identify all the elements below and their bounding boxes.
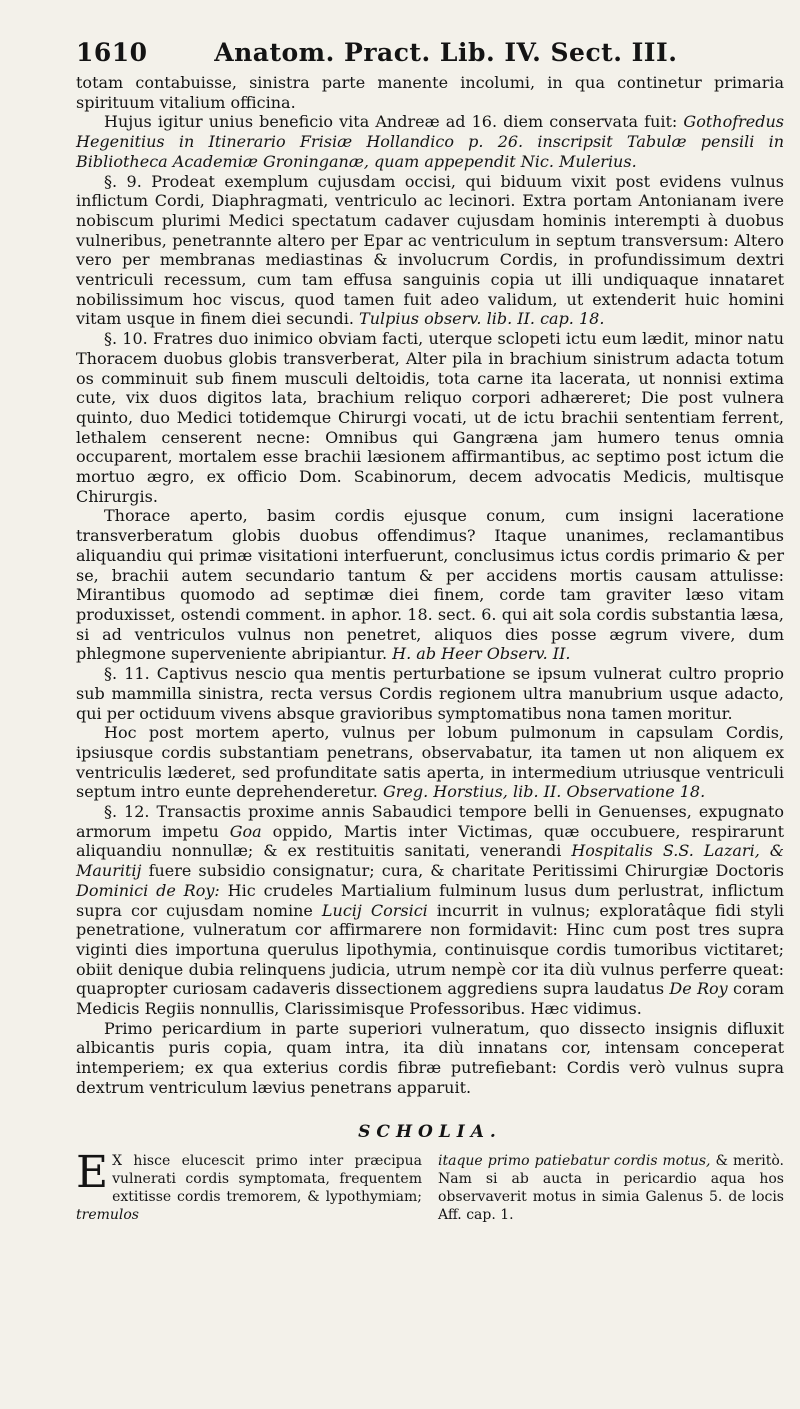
paragraph <box>76 723 784 802</box>
paragraph-text: incurrit in vulnus; exploratâque fidi styli penetratione, vulneratum cor affirmarere non formidavit: Hinc cum post tres supra viginti dies importuna querulus lipothymia, continuisque cordis tumoribus victitaret; obiit denique dubia relinquens judicia, utrum nempè cor ita diù vulnus perferre queat: quapropter curiosam cadaveris dissectionem aggrediens supra laudatus <box>76 900 785 999</box>
paragraph <box>76 506 784 664</box>
paragraph <box>76 112 784 171</box>
citation: Tulpius observ. lib. II. cap. 18. <box>359 309 605 329</box>
scholia-text: & meritò. Nam si ab aucta in pericardio aqua hos observaverit motus in simia Galenus 5. de locis Aff. cap. 1. <box>438 1152 784 1223</box>
scholia-columns <box>76 1146 784 1224</box>
person-name: De Roy <box>669 979 728 999</box>
scholia-quote: itaque primo patiebatur cordis motus, <box>438 1152 711 1169</box>
main-text <box>76 73 784 1098</box>
citation: Greg. Horstius, lib. II. Observatione 18. <box>382 782 706 802</box>
scholia-column-right <box>438 1152 784 1224</box>
scholia-quote: tremulos <box>76 1206 139 1223</box>
scholia-column-left <box>76 1146 422 1224</box>
paragraph: §. 10. Fratres duo inimico obviam facti, uterque sclopeti ictu eum lædit, minor natu Thoracem duobus globis transverberat, Alter pila in brachium sinistrum adacta totum os comminuit sub finem musculi deltoidis, tota carne ita lacerata, ut nonnisi extima cute, vix duos digitos lata, brachium reliquo corpori adhæreret; Die post vulnera quinto, duo Medici totidemque Chirurgi vocati, ut de ictu brachii sententiam ferrent, lethalem censerent necne: Omnibus qui Gangræna jam humero tenus omnia occuparent, mortalem esse brachii læsionem affirmantibus, ac septimo post ictum die mortuo ægro, ex officio Dom. Scabinorum, decem advocatis Medicis, multisque Chirurgis. <box>76 329 784 506</box>
paragraph: §. 11. Captivus nescio qua mentis perturbatione se ipsum vulnerat cultro proprio sub mammilla sinistra, recta versus Cordis regionem ultra manubrium usque adacto, qui per octiduum vivens absque gravioribus symptomatibus nona tamen moritur. <box>76 664 784 723</box>
paragraph-text: Thorace aperto, basim cordis ejusque conum, cum insigni laceratione transverberatum globis duobus offendimus? Itaque unanimes, reclamantibus aliquandiu qui primæ visitationi interfuerunt, conclusimus ictus cordis primario & per se, brachii autem secundario tantum & per accidens mortis causam attulisse: Mirantibus quomodo ad septimæ diei finem, corde tam graviter læso vitam produxisset, ostendi comment. in aphor. 18. sect. 6. qui ait sola cordis substantia læsa, si ad ventriculos vulnus non penetret, aliquos dies posse ægrum vivere, dum phlegmone superveniente abripiantur. <box>76 506 784 664</box>
paragraph-text: oppido, Martis inter Victimas, quæ occubuere, respirarunt aliquandiu nonnullæ; & ex restituitis sanitati, venerandi <box>76 821 784 861</box>
citation: H. ab Heer Observ. II. <box>392 644 571 664</box>
paragraph: totam contabuisse, sinistra parte manente incolumi, in qua continetur primaria spirituum vitalium officina. <box>76 73 784 112</box>
citation: Gothofredus Hegenitius in Itinerario Frisiæ Hollandico p. 26. inscripsit Tabulæ pensili in Bibliotheca Academiæ Groninganæ, quam appependit Nic. Mulerius. <box>76 112 784 171</box>
person-name: Dominici de Roy: <box>76 880 220 900</box>
paragraph-text: coram Medicis Regiis nonnullis, Clarissimisque Professoribus. Hæc vidimus. <box>76 979 784 1019</box>
paragraph: Primo pericardium in parte superiori vulneratum, quo dissecto insignis difluxit albicantis puris copia, quam intra, ita diù innatans cor, intensam conceperat intemperiem; ex qua exterius cordis fibræ putrefiebant: Cordis verò vulnus supra dextrum ventriculum lævius penetrans apparuit. <box>76 1018 784 1097</box>
scholia-text: X hisce elucescit primo inter præcipua vulnerati cordis symptomata, frequentem extitisse cordis tremorem, & lypothymiam; <box>112 1152 422 1205</box>
paragraph-text: §. 9. Prodeat exemplum cujusdam occisi, qui biduum vixit post evidens vulnus inflictum Cordi, Diaphragmati, ventriculo ac lecinori. Extra portam Antonianam ivere nobiscum plurimi Medici spectatum cadaver cujusdam hominis interempti à duobus vulneribus, penetrannte altero per Epar ac ventriculum in septum transversum: Altero vero per membranas mediastinas & involucrum Cordis, in profundissimum dextri ventriculi recessum, cum tam effusa sanguinis copia ut illi undiquaque innataret nobilissimum hoc viscus, quod tamen fuit adeo validum, ut extenderit huic homini vitam usque in finem diei secundi. <box>76 171 784 329</box>
paragraph-text: fuere subsidio consignatur; cura, & charitate Peritissimi Chirurgiæ Doctoris <box>148 861 784 881</box>
institution-name: Hospitalis S.S. Lazari, & Mauritij <box>76 841 784 881</box>
scholia-heading: SCHOLIA. <box>358 1121 502 1142</box>
paragraph-text: Hic crudeles Martialium fulminum lusus dum perlustrat, inflictum supra cor cujusdam nomine <box>76 880 785 920</box>
paragraph <box>76 802 784 1019</box>
person-name: Lucij Corsici <box>321 900 428 920</box>
drop-cap: E <box>76 1146 109 1198</box>
page-number: 1610 <box>76 38 148 67</box>
running-header <box>76 38 784 67</box>
paragraph-text: Hujus igitur unius beneficio vita Andreæ ad 16. diem conservata fuit: <box>104 112 678 132</box>
paragraph <box>76 172 784 330</box>
running-title: Anatom. Pract. Lib. IV. Sect. III. <box>214 38 678 67</box>
place-name: Goa <box>229 821 262 841</box>
paragraph-text: §. 12. Transactis proxime annis Sabaudici tempore belli in Genuenses, expugnato armorum impetu <box>76 802 784 841</box>
paragraph-text: Hoc post mortem aperto, vulnus per lobum pulmonum in capsulam Cordis, ipsiusque cordis substantiam penetrans, observabatur, ita tamen ut non aliquem ex ventriculis læderet, sed profunditate satis aperta, in intermedium utriusque ventriculi septum intro eunte deprehenderetur. <box>76 723 784 802</box>
